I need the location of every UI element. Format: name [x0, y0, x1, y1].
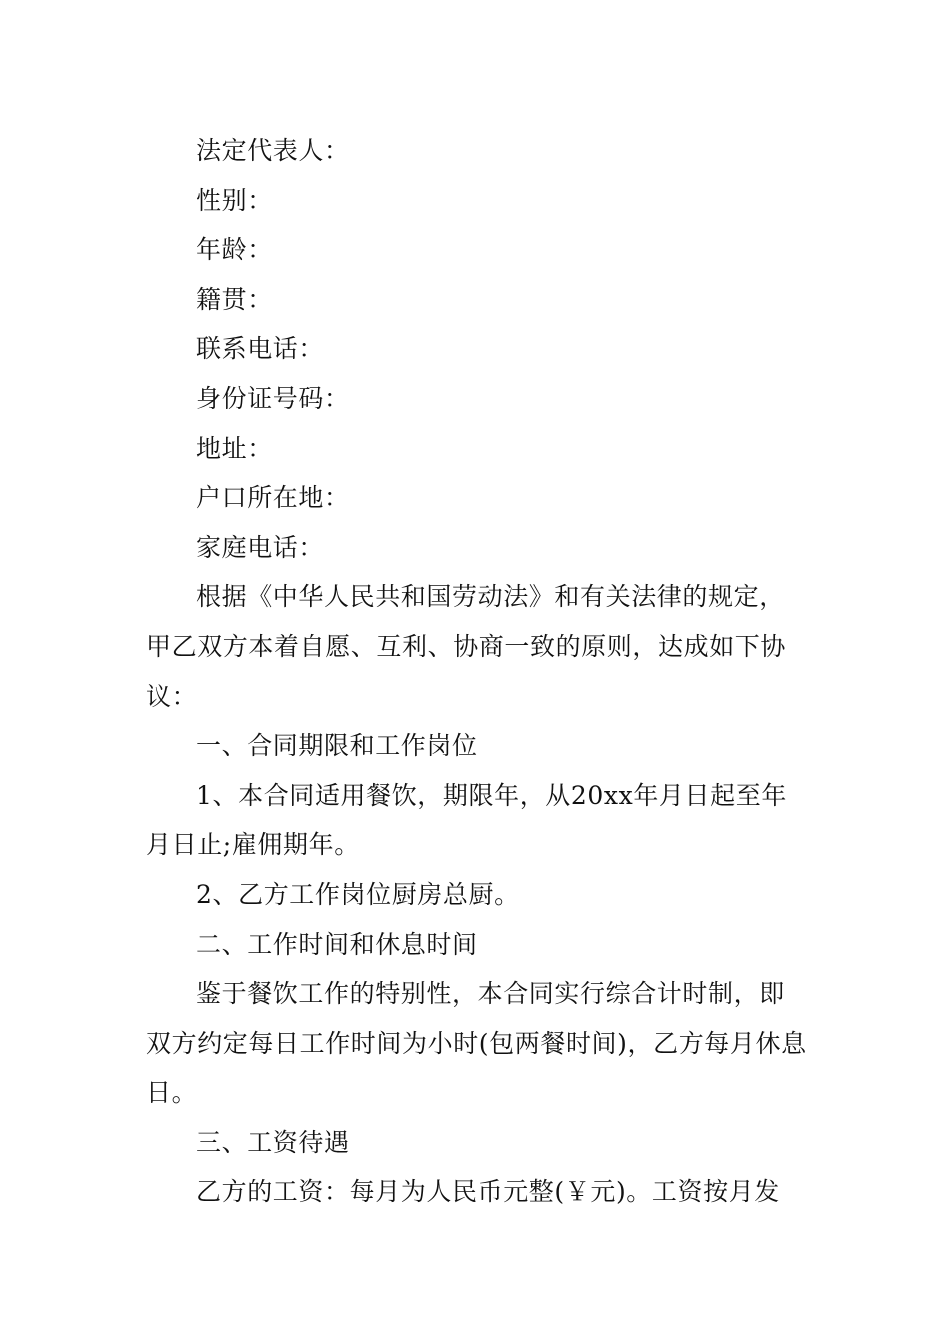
section-2-heading: 二、工作时间和休息时间	[196, 929, 478, 959]
field-home-phone: 家庭电话：	[196, 532, 325, 562]
section-3-heading: 三、工资待遇	[196, 1127, 350, 1157]
section-1-item-2: 2、乙方工作岗位厨房总厨。	[196, 879, 520, 909]
field-gender: 性别：	[196, 185, 273, 215]
field-contact-phone: 联系电话：	[196, 334, 325, 364]
section-1-heading: 一、合同期限和工作岗位	[196, 731, 478, 761]
field-native-place: 籍贯：	[196, 284, 273, 314]
document-page	[146, 126, 808, 1217]
section-2-body: 鉴于餐饮工作的特别性，本合同实行综合计时制，即双方约定每日工作时间为小时(包两餐时间)，乙方每月休息日。	[146, 979, 807, 1108]
section-3-body: 乙方的工资：每月为人民币元整(￥元)。工资按月发	[196, 1177, 780, 1207]
field-legal-representative: 法定代表人：	[196, 136, 350, 165]
field-address: 地址：	[196, 433, 273, 463]
field-id-number: 身份证号码：	[196, 383, 350, 413]
section-1-item-1: 1、本合同适用餐饮，期限年，从20xx年月日起至年月日止;雇佣期年。	[146, 780, 787, 860]
field-household-registration: 户口所在地：	[196, 483, 350, 513]
field-age: 年龄：	[196, 235, 273, 265]
intro-paragraph: 根据《中华人民共和国劳动法》和有关法律的规定，甲乙双方本着自愿、互利、协商一致的原则，达成如下协议：	[146, 582, 787, 711]
